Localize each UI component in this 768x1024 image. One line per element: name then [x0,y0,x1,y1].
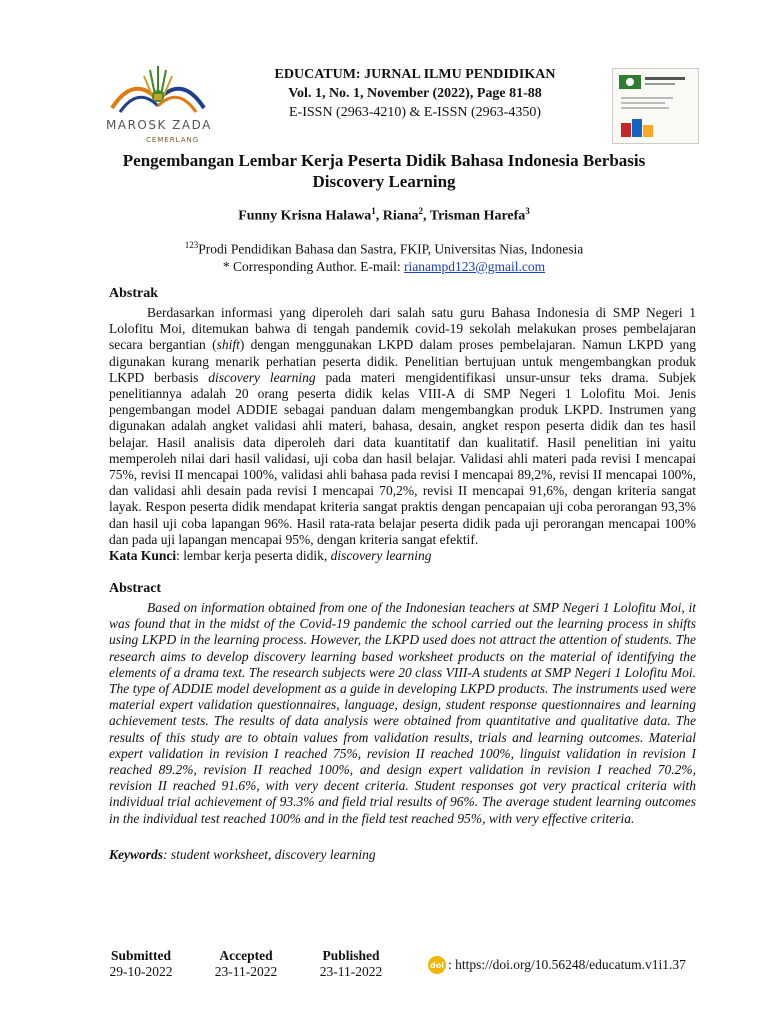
author-list: Funny Krisna Halawa$^1$, Riana$^2$, Trisman Harefa$^3$ [238,206,530,224]
abstract-heading: Abstract [109,581,162,596]
abstract-text: Based on information obtained from one of the Indonesian teachers at SMP Negeri 1 Lolofitu Moi, it was found that in the midst of the Covid-19 pandemic the school carried out the learning process in shifts using LKPD in the learning process. However, the LKPD used does not attract the attention of students. The research aims to develop discovery learning based worksheet products on the material of identifying the elements of a drama text. The research subjects were 20 class VIII-A students at SMP Negeri 1 Lolofitu Moi. The type of ADDIE model development as a guide in developing LKPD products. The instruments used were material expert validation questionnaires, language, design, student response questionnaires and learning achievement tests. The results of data analysis were obtained from quantitative and qualitative data. The results of this study are to obtain values from validation results, trials and learning outcomes. Material expert validation in revision I reached 75%, revision II reached 100%, linguist validation in revision I reached 89.2%, revision II reached 100%, and design expert validation in revision I reached 70.2%, revision II reached 91.6%, with very decent criteria. Student responses got very practical criteria with individual trial achievement of 93.3% and field trial results of 96%. The average student learning outcomes in the individual test reached 100% and in the field test reached 95%, with very effective criteria. [109,600,696,826]
journal-volume: Vol. 1, No. 1, November (2022), Page 81-88 [288,86,542,101]
author-sup: 3 [525,206,530,216]
accepted-label: Accepted [219,948,273,963]
submitted-label: Submitted [110,948,171,963]
kata-kunci-italic: discovery learning [330,548,432,563]
logo-emblem-icon [104,56,212,118]
published-label: Published [322,948,380,963]
journal-issn: E-ISSN (2963-4210) & E-ISSN (2963-4350) [289,105,541,120]
keywords-label: Keywords [109,847,163,862]
affiliation-block [100,237,668,275]
doi-link[interactable]: : https://doi.org/10.56248/educatum.v1i1.37 [448,957,686,972]
affiliation: Prodi Pendidikan Bahasa dan Sastra, FKIP, Universitas Nias, Indonesia [198,241,584,257]
kata-kunci-text: : lembar kerja peserta didik, [176,548,331,563]
journal-name: EDUCATUM: JURNAL ILMU PENDIDIKAN [274,67,556,82]
author-sup: 1 [371,206,376,216]
abstrak-heading: Abstrak [109,286,159,301]
accepted-date: 23-11-2022 [214,964,278,979]
abstrak-body [109,305,696,548]
submitted-date: 29-10-2022 [109,964,173,979]
cover-image-icon [613,69,698,143]
article-title: Pengembangan Lembar Kerja Peserta Didik Bahasa Indonesia Berbasis Discovery Learning [122,151,646,191]
journal-logo [104,56,212,148]
logo-subtitle: CEMERLANG [146,136,200,144]
email-link[interactable]: rianampd123@gmail.com [404,258,546,274]
keywords [109,847,376,863]
kata-kunci-label: Kata Kunci [109,548,177,563]
author-name: Trisman Harefa [429,208,526,224]
abstrak-text-2: ) dengan menggunakan LKPD dalam proses pembelajaran. Namun LKPD yang digunakan kurang menarik perhatian peserta didik. Penelitian bertujuan untuk mengembangkan produk LKPD berbasis [109,337,696,385]
journal-cover-thumbnail [612,68,699,144]
doi-icon: doi [428,956,446,974]
author-sup: 2 [418,206,424,216]
author-name: Funny Krisna Halawa [238,208,372,224]
kata-kunci [109,548,431,564]
accepted-block [205,948,287,980]
published-date: 23-11-2022 [319,964,383,979]
abstract-body [109,600,696,827]
logo-name: MAROSK ZADA [106,118,212,132]
doi-block [428,956,686,974]
author-name: Riana [382,208,419,224]
corresponding-label: * Corresponding Author. E-mail: [222,258,405,274]
abstrak-text-1: Berdasarkan informasi yang diperoleh dari salah satu guru Bahasa Indonesia di SMP Negeri 1 Lolofitu Moi, ditemukan bahwa di tengah pandemik covid-19 sekolah melakukan proses pembelajaran secara bergantian ( [109,305,696,353]
submitted-block [100,948,182,980]
published-block [310,948,392,980]
abstrak-shift: shift [216,337,240,353]
affiliation-sup: 123 [184,240,199,250]
keywords-text: : student worksheet, discovery learning [163,847,376,862]
abstrak-text-3: pada materi mengidentifikasi unsur-unsur teks drama. Subjek penelitiannya adalah 20 orang peserta didik kelas VIII-A di SMP Negeri 1 Lolofitu Moi. Jenis pengembangan model ADDIE sebagai panduan dalam mengembangkan produk LKPD. Instrumen yang digunakan adalah angket validasi ahli materi, bahasa, desain, angket respon peserta didik dan tes hasil belajar. Hasil analisis data diperoleh dari data kuantitatif dan kualitatif. Hasil penelitian ini yaitu memperoleh nilai dari hasil validasi, uji coba dan hasil belajar. Validasi ahli materi pada revisi I mencapai 75%, revisi II mencapai 100%, validasi ahli bahasa pada revisi I mencapai 89,2%, revisi II mencapai 100%, dan validasi ahli desain pada revisi I mencapai 70,2%, revisi II mencapai 91,6%, dengan kriteria sangat layak. Respon peserta didik mendapat kriteria sangat praktis dengan pencapaian uji coba perorangan 93,3% dan hasil uji coba lapangan 96%. Hasil rata-rata belajar peserta didik pada uji perorangan mencapai 100% dan pada uji lapangan mencapai 95%, dengan kriteria sangat efektif. [109,369,696,547]
abstrak-dl: discovery learning [208,369,316,385]
